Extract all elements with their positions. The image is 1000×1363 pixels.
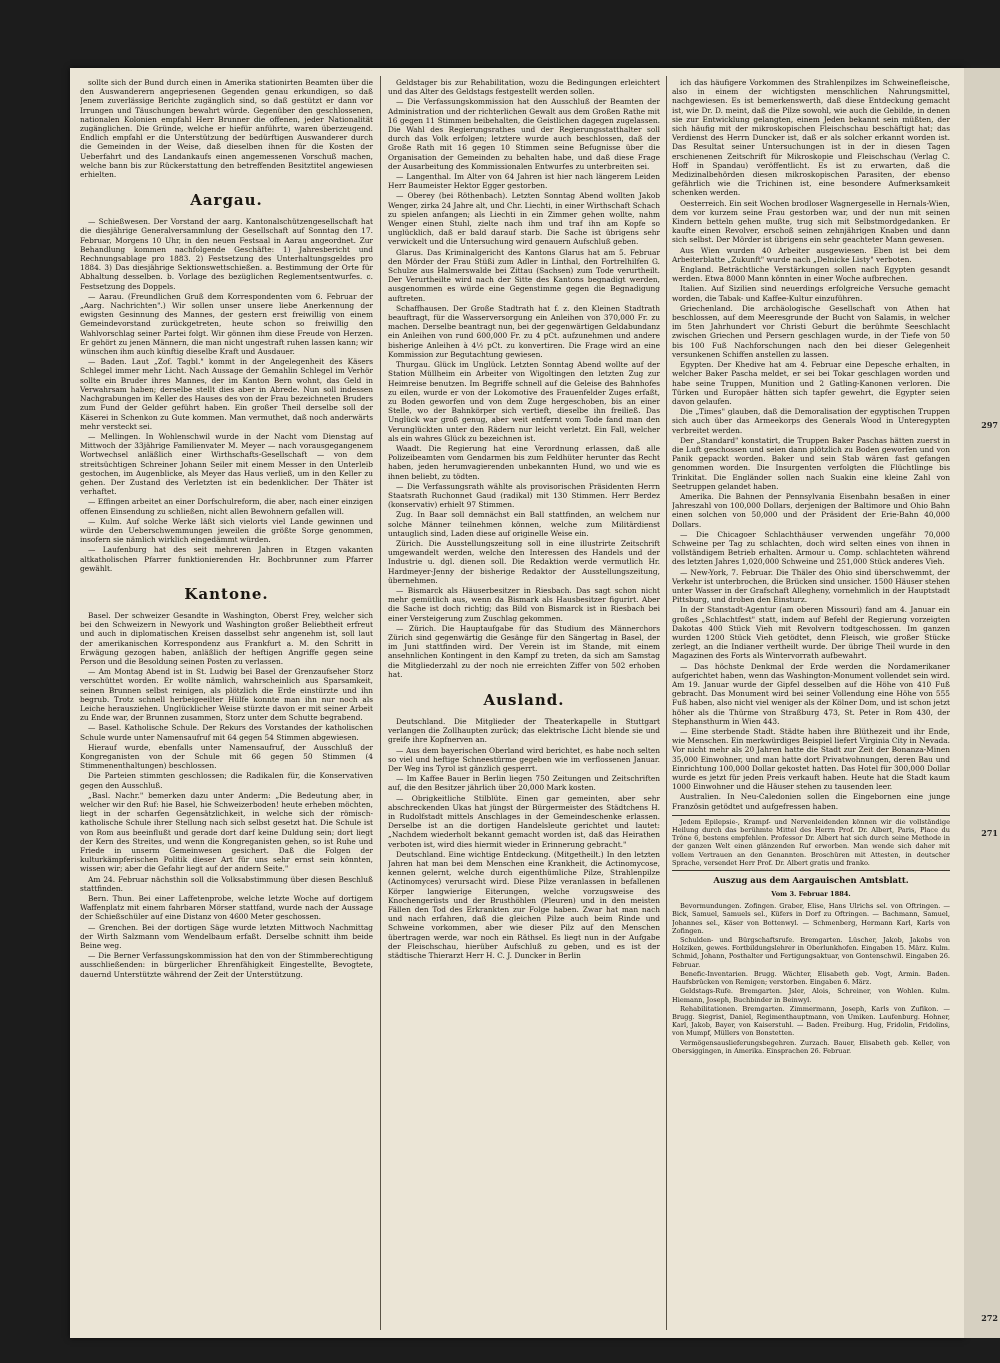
amtsblatt-entry: Schulden- und Bürgschaftsrufe. Bremgarten. Lüscher, Jakob, Jakobs von Holziken, gewes. Fortbildungslehrer in Oberlunkhofen. Eingaben 15. März. Kulm. Schmid, Johann, Posthalter und Fertigungsaktuar, von Gontenschwil. Eingaben 26. Februar. xyxy=(672,936,950,969)
paragraph: — Kulm. Auf solche Werke läßt sich vielorts viel Lande gewinnen und würde den Ueberschwemmungen jeweilen die größte Sorge genommen, insofern sie nämlich wirklich eingedämmt würden. xyxy=(80,516,373,545)
column-rule xyxy=(666,76,667,1330)
paragraph: Deutschland. Eine wichtige Entdeckung. (Mitgetheilt.) In den letzten Jahren hat man bei dem Menschen eine Krankheit, die Actinomycose, kennen gelernt, welche durch eigenthümliche Pilze, Strahlenpilze (Actinomyces) verursacht wird. Diese Pilze veranlassen in befallenen Körper langwierige Eiterungen, welche vorzugsweise des Knochengerüsts und der Brusthöhlen (Pleuren) und in den meisten Fällen den Tod des Erkrankten zur Folge haben. Zwar hat man nach und nach erfahren, daß die gleichen Pilze auch beim Rinde und Schweine vorkommen, aber wie dieser Pilz auf den Menschen übertragen werde, war noch ein Räthsel. Es liegt nun in der Aufgabe der Fleischschau, hierüber Aufschluß zu geben, und es ist der städtische Thierarzt Herr H. C. J. Duncker in Berlin xyxy=(388,849,660,961)
paragraph: Die „Times" glauben, daß die Demoralisation der egyptischen Truppen sich auch über das Armeekorps des Generals Wood in Unteregypten verbreitet werden. xyxy=(672,407,950,435)
paragraph: Glarus. Das Kriminalgericht des Kantons Glarus hat am 5. Februar den Mörder der Frau Stüßi zum Adler in Linthal, den Fortrelhilfen G. Schulze aus Halmerswalde bei Zittau (Sachsen) zum Tode verurtheilt. Der Verurtheilte wird nach der Sitte des Kantons begnadigt werden, ausgenommen es würde eine Gegenstimme gegen die Begnadigung auftreten. xyxy=(388,247,660,303)
paragraph: Hierauf wurde, ebenfalls unter Namensaufruf, der Ausschluß der Kongreganisten von der Schule mit 66 gegen 50 Stimmen (4 Stimmenenthaltungen) beschlossen. xyxy=(80,742,373,771)
paragraph: Schaffhausen. Der Große Stadtrath hat f. z. den Kleinen Stadtrath beauftragt, für die Wasserversorgung ein Anleihen von 370,000 Fr. zu machen. Derselbe beantragt nun, bei der gegenwärtigen Geldabundanz ein Anleihen von rund 600,000 Fr. zu 4 pCt. aufzunehmen und andere bisherige Anleihen à 4½ pCt. zu konvertiren. Die Frage wird an eine Kommission zur Begutachtung gewiesen. xyxy=(388,303,660,359)
paragraph: Der „Standard" konstatirt, die Truppen Baker Paschas hätten zuerst in die Luft geschossen und seien dann plötzlich zu Boden geworfen und von Panik gepackt worden. Baker und sein Stab wären fast gefangen genommen worden. Die Insurgenten verfolgten die Flüchtlinge bis Trinkitat. Die Engländer sollen nach Suakin eine kleine Zahl von Seetruppen gelandet haben. xyxy=(672,435,950,491)
paragraph: Am 24. Februar nächsthin soll die Volksabstimmung über diesen Beschluß stattfinden. xyxy=(80,874,373,893)
paragraph: — Die Verfassungsrath wählte als provisorischen Präsidenten Herrn Staatsrath Ruchonnet Gaud (radikal) mit 130 Stimmen. Herr Berdez (konservativ) erhielt 97 Stimmen. xyxy=(388,481,660,510)
paragraph: — Aus dem bayerischen Oberland wird berichtet, es habe noch selten so viel und heftige Schneestürme gegeben wie im verflossenen Januar. Der Weg ins Tyrol ist gänzlich gesperrt. xyxy=(388,745,660,774)
paragraph: Die Parteien stimmten geschlossen; die Radikalen für, die Konservativen gegen den Ausschluß. xyxy=(80,771,373,790)
paragraph: — Im Kaffee Bauer in Berlin liegen 750 Zeitungen und Zeitschriften auf, die den Besitzer jährlich über 20,000 Mark kosten. xyxy=(388,774,660,793)
column-3 xyxy=(672,78,950,1328)
paragraph: Geldstager bis zur Rehabilitation, wozu die Bedingungen erleichtert und das Alter des Geldstags festgestellt werden sollen. xyxy=(388,78,660,97)
paragraph: — Am Montag Abend ist in St. Ludwig bei Basel der Grenzaufseher Storz verschüttet worden. Er wollte nämlich, wahrscheinlich aus Sparsamkeit, seinen Brunnen selbst reinigen, als plötzlich die Erde einstürzte und ihn begrub. Trotz schnell herbeigeeilter Hülfe konnte man ihn nur noch als Leiche herausziehen. Unglücklicher Weise stürzte davon er mit seiner Arbeit zu Ende war, der Brunnen zusammen, Storz unter dem Schutte begrabend. xyxy=(80,667,373,723)
paragraph: Australien. In Neu-Caledonien sollen die Eingebornen eine junge Französin getödtet und aufgefressen haben. xyxy=(672,792,950,811)
amtsblatt-entry: Vermögensauslieferungsbegehren. Zurzach. Bauer, Elisabeth geb. Keller, von Obersiggingen, in Amerika. Einsprachen 26. Februar. xyxy=(672,1038,950,1055)
paragraph: Bern. Thun. Bei einer Laffetenprobe, welche letzte Woche auf dortigem Waffenplatz mit einem fahrbaren Mörser stattfand, wurde nach der Aussage der Schießschüler auf eine Distanz von 4600 Meter geschossen. xyxy=(80,894,373,922)
column-1 xyxy=(80,78,373,1328)
amtsblatt-date: Vom 3. Februar 1884. xyxy=(771,890,851,899)
page-fragment-number: 271 xyxy=(981,828,998,838)
paragraph: — Mellingen. In Wohlenschwil wurde in der Nacht vom Dienstag auf Mittwoch der 33jährige Familienvater M. Meyer — nach vorausgegangenem Wortwechsel anläßlich einer Wirthschafts-Gesellschaft — von dem streitsüchtigen Schreiner Johann Seiler mit einem Messer in den Unterleib gestochen, im Augenblicke, als Meyer das Haus verließ, um in den Keller zu gehen. Der Zustand des Verletzten ist ein bedenklicher. Der Thäter ist verhaftet. xyxy=(80,431,373,497)
paragraph: Oesterreich. Ein seit Wochen brodloser Wagnergeselle in Hernals-Wien, dem vor kurzem seine Frau gestorben war, und der nun mit seinen Kindern betteln gehen mußte, trug sich mit Selbstmordgedanken. Er kaufte einen Revolver, erschoß seinen zehnjährigen Knaben und dann sich selbst. Der Mörder ist übrigens ein sehr geachteter Mann gewesen. xyxy=(672,198,950,245)
page-fragment-number: 297 xyxy=(981,420,998,430)
paragraph: — Langenthal. Im Alter von 64 Jahren ist hier nach längerem Leiden Herr Baumeister Hektor Egger gestorben. xyxy=(388,172,660,191)
paragraph: — Obrigkeitliche Stilblüte. Einen gar gemeinten, aber sehr abschreckenden Ukas hat jüngst der Bürgermeister des Städtchens H. in Rudolfstadt mittels Anschlages in der Gemeindeschenke erlassen. Derselbe ist an die dortigen Handelsleute gerichtet und lautet: „Nachdem wiederholt bekannt gemacht worden ist, daß das Heirathen verboten ist, wird dies hiermit wieder in Erinnerung gebracht." xyxy=(388,793,660,849)
paragraph: — Die Berner Verfassungskommission hat den von der Stimmberechtigung ausschließenden: in bürgerlicher Ehrenfähigkeit Eingestellte, Bevogtete, dauernd Unterstützte während der Zeit der Unterstützung. xyxy=(80,951,373,979)
paragraph: — Bismarck als Häuserbesitzer in Riesbach. Das sagt schon nicht mehr gemütlich aus, wenn da Bismark als Hausbesitzer figurirt. Aber die Sache ist doch richtig; das Bild von Bismarck ist in Riesbach bei einer Versteigerung zum Zuschlag gekommen. xyxy=(388,585,660,623)
adjacent-page-edge xyxy=(964,68,1000,1338)
amtsblatt-entry: Bevormundungen. Zofingen. Graber, Elise, Hans Ulrichs sel. von Oftringen. — Bick, Samuel, Samuels sel., Küfers in Dorf zu Oftringen. — Bachmann, Samuel, Johannes sel., Käser von Bottenwyl. — Schmenberg, Hermann Karl, Karls von Zofingen. xyxy=(672,902,950,935)
paragraph: Basel. Der schweizer Gesandte in Washington, Oberst Frey, welcher sich bei den Schweizern in Newyork und Washington großer Beliebtheit erfreut und auch in diplomatischen Kreisen dasselbst sehr angenehm ist, soll laut der amerikanischen Korrespondenz aus Frankfurt a. M. den Schritt in Erwägung gezogen haben, anläßlich der heftigen Angriffe gegen seine Person und die Besoldung seinen Posten zu verlassen. xyxy=(80,610,373,666)
section-heading-ausland: Ausland. xyxy=(483,691,565,709)
paragraph: England. Beträchtliche Verstärkungen sollen nach Egypten gesandt werden. Etwa 8000 Mann könnten in einer Woche aufbrechen. xyxy=(672,265,950,284)
amtsblatt-entry: Geldstags-Rufe. Bremgarten. Jsler, Alois, Schreiner, von Wohlen. Kulm. Hiemann, Joseph, Buchbinder in Beinwyl. xyxy=(672,987,950,1004)
paragraph: „Basl. Nachr." bemerken dazu unter Anderm: „Die Bedeutung aber, in welcher wir den Ruf: hie Basel, hie Schweizerboden! heute erheben möchten, liegt in der scharfen Gegensätzlichkeit, in welche sich der römisch-katholische Schule ihrer Stellung nach sich selbst gesetzt hat. Die Schule ist von Rom aus beeinflußt und gerade dort darf keine Duldung sein; dort liegt der Kern des Streites, und wenn die Kongreganisten gehen, so ist Ruhe und Friede in unserm Gemeinwesen gesichert. Daß die Folgen der kulturkämpferischen Politik dieser Art für uns sehr ernst sein könnten, wissen wir; aber die Gefahr liegt auf der andern Seite." xyxy=(80,790,373,874)
amtsblatt-heading: Auszug aus dem Aargauischen Amtsblatt. xyxy=(713,875,909,886)
paragraph: — New-York, 7. Februar. Die Thäler des Ohio sind überschwemmt, der Verkehr ist unterbrochen, die Brücken sind unsicher. 1500 Häuser stehen unter Wasser in der Grafschaft Allegheny, vornehmlich in der Hauptstadt Pittsburg, und droben den Einsturz. xyxy=(672,567,950,605)
page-fragment-number: 272 xyxy=(981,1313,998,1323)
paragraph: — Effingen arbeitet an einer Dorfschulreform, die aber, nach einer einzigen offenen Einsendung zu schließen, nicht allen Bewohnern gefallen will. xyxy=(80,497,373,516)
amtsblatt-entry: Rehabilitationen. Bremgarten. Zimmermann, Joseph, Karls von Zufikon. — Brugg. Siegrist, Daniel, Regimenthauptmann, von Umiken. Laufenburg. Hohner, Karl, Jakob, Bayer, von Kaiserstuhl. — Baden. Freiburg. Hug, Fridolin, Fridolins, von Mumpf, Müllers von Bonstetten. xyxy=(672,1004,950,1038)
paragraph: — Baden. Laut „Zof. Tagbl." kommt in der Angelegenheit des Käsers Schlegel immer mehr Licht. Nach Aussage der Gemahlin Schlegel im Verhör sollte ein Bruder ihres Mannes, der im Kanton Bern wohnt, das Geld in Verwahrsam haben; derselbe stellt dies aber in Abrede. Nun soll indessen Nachgrabungen im Keller des Hauses des von der Frau bezeichneten Bruders zum Fund der Gelder geführt haben. Ein großer Theil derselbe soll der Käserei in Schenkon zu Gute kommen. Man vermuthet, daß noch anderwärts mehr versteckt sei. xyxy=(80,357,373,431)
newspaper-page xyxy=(70,68,964,1338)
paragraph: In der Stanstadt-Agentur (am oberen Missouri) fand am 4. Januar ein großes „Schlachtfest" statt, indem auf Befehl der Regierung vorzeigten Dakotas 400 Stück Vieh mit Revolvern todtgeschossen. Im ganzen wurden 1200 Stück Vieh getödtet, denn Fleisch, wie großer Stücke zerlegt, an die Indianer vertheilt wurde. Der übrige Theil wurde in den Magazinen des Forts als Wintervorrath aufbewahrt. xyxy=(672,605,950,661)
paragraph: sollte sich der Bund durch einen in Amerika stationirten Beamten über die den Auswanderern angepriesenen Gegenden genau erkundigen, so daß Jenem zuverlässige Berichte zugänglich sind, so daß gestützt er dann vor Irrungen und Täuschungen bewahrt würde. Gegenüber den geschlossenen, nationalen Kolonien empfahl Herr Brunner die offenen, jeder Nationalität zugänglichen. Die Gründe, welche er hiefür anführte, waren überzeugend. Endlich empfahl er die Unterstützung der bedürftigen Auswanderer durch die Gemeinden in der Weise, daß dieselben ihnen für die Kosten der Ueberfahrt und des Landankaufs einen angemessenen Vorschuß machen, welche bann bis zur Rückerstattung den betreffenden Besitztitel angewiesen erhielten. xyxy=(80,78,373,180)
section-heading-aargau: Aargau. xyxy=(190,191,263,210)
paragraph: Zürich. Die Ausstellungszeitung soll in eine illustrirte Zeitschrift umgewandelt werden, welche den Interessen des Handels und der Industrie u. dgl. dienen soll. Die Redaktion werde vermutlich Hr. Hardmeyer-Jenny der bisherige Redaktor der Ausstellungszeitung, übernehmen. xyxy=(388,538,660,585)
paragraph: — Zürich. Die Hauptaufgabe für das Studium des Männerchors Zürich sind gegenwärtig die Gesänge für den Sängertag in Basel, der im Juni stattfinden wird. Der Verein ist im Stande, mit einem ansehnlichen Kontingent in den Kampf zu treten, da sich am Samstag die Mitgliederzahl zu der noch nie erreichten Ziffer von 502 erhoben hat. xyxy=(388,623,660,679)
column-2 xyxy=(388,78,660,1328)
paragraph: — Schießwesen. Der Vorstand der aarg. Kantonalschützengesellschaft hat die diesjährige Generalversammlung der Gesellschaft auf Sonntag den 17. Februar, Morgens 10 Uhr, in den neuen Festsaal in Aarau angeordnet. Zur Behandlung kommen nachfolgende Geschäfte: 1) Jahresbericht und Rechnungsablage pro 1883. 2) Festsetzung des Unterhaltungsgeldes pro 1884. 3) Das diesjährige Sektionswettschießen. a. Bestimmung der Orte für Abhaltung desselben. b. Vorlage des bezüglichen Reglementsentwurfes. c. Festsetzung des Doppels. xyxy=(80,217,373,291)
paragraph: — Laufenburg hat des seit mehreren Jahren in Etzgen vakanten altkatholischen Pfarrer funktionierenden Hr. Bochbrunner zum Pfarrer gewählt. xyxy=(80,545,373,573)
paragraph: Griechenland. Die archäologische Gesellschaft von Athen hat beschlossen, auf dem Meeresgrunde der Bucht von Salamis, in welcher im 5ten Jahrhundert vor Christi Geburt die berühmte Seeschlacht zwischen Griechen und Persern geschlagen wurde, in der Tiefe von 50 bis 100 Fuß Nachforschungen nach den bei dieser Gelegenheit versunkenen Schiffen anstellen zu lassen. xyxy=(672,303,950,359)
section-heading-kantone: Kantone. xyxy=(184,584,269,603)
paragraph: Aus Wien wurden 40 Arbeiter ausgewiesen. Eben ist bei dem Arbeiterblatte „Zukunft" wurde nach „Delnicke Listy" verboten. xyxy=(672,245,950,264)
paragraph: Deutschland. Die Mitglieder der Theaterkapelle in Stuttgart verlangen die Zollhaupten zurück; das elektrische Licht blende sie und greife ihre Kopfnerven an. xyxy=(388,717,660,745)
paragraph: Amerika. Die Bahnen der Pennsylvania Eisenbahn besaßen in einer Jahreszahl von 100,000 Dollars, derjenigen der Baltimore und Ohio Bahn einen solchen von 50,000 und der Präsident der Erie-Bahn 40,000 Dollars. xyxy=(672,491,950,529)
paragraph: Egypten. Der Khedive hat am 4. Februar eine Depesche erhalten, in welcher Baker Pascha meldet, er sei bei Tokar geschlagen worden und habe seine Truppen, Munition und 2 Gatling-Kanonen verloren. Die Türken und Europäer hätten sich tapfer gewehrt, die Egypter seien davon gelaufen. xyxy=(672,360,950,406)
paragraph: Zug. In Baar soll demnächst ein Ball stattfinden, an welchem nur solche Männer teilnehmen können, welche zum Militärdienst untauglich sind, Laden diese auf originelle Weise ein. xyxy=(388,510,660,538)
paragraph: — Aarau. (Freundlichen Gruß dem Korrespondenten vom 6. Februar der „Aarg. Nachrichten".) Wir sollen unser unsere liebe Anerkennung der ewigsten Gesinnung des Mannes, der gestern erst freiwillig von einem Gemeindevorstand zurückgetreten, heute schon so freiwillig den Wahlvorschlag seiner Partei folgt. Wir gönnen ihm diese Freude von Herzen. Er gehört zu jenen Männern, die man nicht ungestraft ruhen lassen kann; wir wünschen ihm auch künftig dieselbe Kraft und Ausdauer. xyxy=(80,291,373,357)
paragraph: Thurgau. Glück im Unglück. Letzten Sonntag Abend wollte auf der Station Müllheim ein Arbeiter von Wigoltingen den letzten Zug zur Heimreise benutzen. Im Begriffe schnell auf die Geleise des Bahnhofes zu eilen, wurde er von der Lokomotive des Frauenfelder Zuges erfaßt, zu Boden geworfen und von dem Zuge hergeschoben, bis an einer Stelle, wo der Bahnkörper sich vertieft, dieselbe ihn freiließ. Das Unglück war groß genug, aber weit entfernt vom Tode fand man den Verunglückten unter den Rädern nur leicht verletzt. Ein Fall, welcher als ein wahres Glück zu bezeichnen ist. xyxy=(388,360,660,443)
paragraph: — Die Verfassungskommission hat den Ausschluß der Beamten der Administration und der richterlichen Gewalt aus dem Großen Rathe mit 16 gegen 11 Stimmen beibehalten, die Geistlichen dagegen zugelassen. Die Wahl des Regierungsrathes und der Regierungsstatthalter soll durch das Volk erfolgen; letztere wurde auch beschlossen, daß der Große Rath mit 16 gegen 10 Stimmen seine Befugnisse über die Organisation der Gemeinden zu behalten habe, und daß diese Frage der Ausarbeitung des Kommissionalen Entwurfes zu unterbreiten sei. xyxy=(388,97,660,171)
paragraph: ich das häufigere Vorkommen des Strahlenpilzes im Schweinefleische, also in einem der wichtigsten menschlichen Nahrungsmittel, nachgewiesen. Es ist bemerkenswerth, daß diese Entdeckung gemacht ist, wie Dr. D. meint, daß die Pilze sowohl, wie auch die Gebilde, in denen sie zur Entwicklung gelangten, einem Jeden bekannt sein müßten, der sich häufig mit der mikroskopischen Fleischschau beschäftigt hat; das Verdienst des Herrn Duncker ist, daß er als solcher erkannt worden ist. Das Resultat seiner Untersuchungen ist in der in diesen Tagen erschienenen Zeitschrift für Mikroskopie und Fleischschau (Verlag C. Hoff in Spandau) veröffentlicht. Es ist zu erwarten, daß die Medizinalbehörden diesen mikroskopischen Parasiten, der ebenso gefährlich wie die Trichinen ist, eine besondere Aufmerksamkeit schenken werden. xyxy=(672,78,950,198)
paragraph: — Die Chicagoer Schlachthäuser verwenden ungefähr 70,000 Schweine per Tag zu schlachten, doch wird selten eines von ihnen in vollständigem Betrieb erhalten. Armour u. Comp. schlachteten während des letzten Jahres 1,020,000 Schweine und 251,000 Stück anderes Vieh. xyxy=(672,529,950,567)
paragraph: — Grenchen. Bei der dortigen Säge wurde letzten Mittwoch Nachmittag der Wirth Salzmann vom Wendelbaum erfaßt. Derselbe schnitt ihm beide Beine weg. xyxy=(80,922,373,951)
paragraph: — Das höchste Denkmal der Erde werden die Nordamerikaner aufgerichtet haben, wenn das Washington-Monument vollendet sein wird. Am 19. Januar wurde der Gipfel desselben auf die Höhe von 410 Fuß gebracht. Das Monument wird bei seiner Vollendung eine Höhe von 555 Fuß haben, also nicht viel weniger als der Kölner Dom, und ist schon jetzt höher als die Thürme von Straßburg 473, St. Peter in Rom 430, der Stephansthurm in Wien 443. xyxy=(672,661,950,726)
paragraph: — Eine sterbende Stadt. Städte haben ihre Blüthezeit und ihr Ende, wie Menschen. Ein merkwürdiges Beispiel liefert Virginia City in Nevada. Vor nicht mehr als 20 Jahren hatte die Stadt zur Zeit der Bonanza-Minen 35,000 Einwohner, und man hatte dort Privatwohnungen, deren Bau und Einrichtung 100,000 Dollar gekostet hatten. Das Hotel für 300,000 Dollar wurde es jetzt für jeden Preis verkauft haben. Heute hat die Stadt kaum 1000 Einwohner und die Häuser stehen zu tausenden leer. xyxy=(672,727,950,792)
paragraph: — Basel. Katholische Schule. Der Rekurs des Vorstandes der katholischen Schule wurde unter Namensaufruf mit 64 gegen 54 Stimmen abgewiesen. xyxy=(80,723,373,742)
paragraph: Italien. Auf Sizilien sind neuerdings erfolgreiche Versuche gemacht worden, die Tabak- und Kaffee-Kultur einzuführen. xyxy=(672,284,950,303)
column-rule xyxy=(380,76,381,1330)
advertisement-text: Jedem Epilepsie-, Krampf- und Nervenleidenden können wir die vollständige Heilung durch das berühmte Mittel des Herrn Prof. Dr. Albert, Paris, Place du Trône 6, bestens empfehlen. Professor Dr. Albert hat sich durch seine Methode in der ganzen Welt einen glänzenden Ruf erworben. Man wende sich daher mit vollem Vertrauen an den Genannten. Broschüren mit Attesten, in deutscher Sprache, versendet Herr Prof. Dr. Albert gratis und franko. xyxy=(672,817,950,867)
advertisement xyxy=(672,815,950,871)
paragraph: Waadt. Die Regierung hat eine Verordnung erlassen, daß alle Polizeibeamten vom Gendarmen bis zum Feldhüter herunter das Recht haben, jeden herumvagierenden unbekannten Hund, wo und wie es ihnen beliebt, zu tödten. xyxy=(388,443,660,481)
paragraph: — Oberey (bei Röthenbach). Letzten Sonntag Abend wollten Jakob Wenger, zirka 24 Jahre alt, und Chr. Liechti, in einer Wirthschaft Schach zu spielen anfangen; als Liechti in ein Zimmer gehen wollte, nahm Wenger einen Stuhl, zielte nach ihm und traf ihn am Kopfe so unglücklich, daß er bald darauf starb. Die Sache ist übrigens sehr verwickelt und die Untersuchung wird genauern Aufschluß geben. xyxy=(388,191,660,247)
amtsblatt-entry: Benefic-Inventarien. Brugg. Wächter, Elisabeth geb. Vogt, Armin. Baden. Haufsbrücken von Remigen; verstorben. Eingaben 6. März. xyxy=(672,969,950,987)
